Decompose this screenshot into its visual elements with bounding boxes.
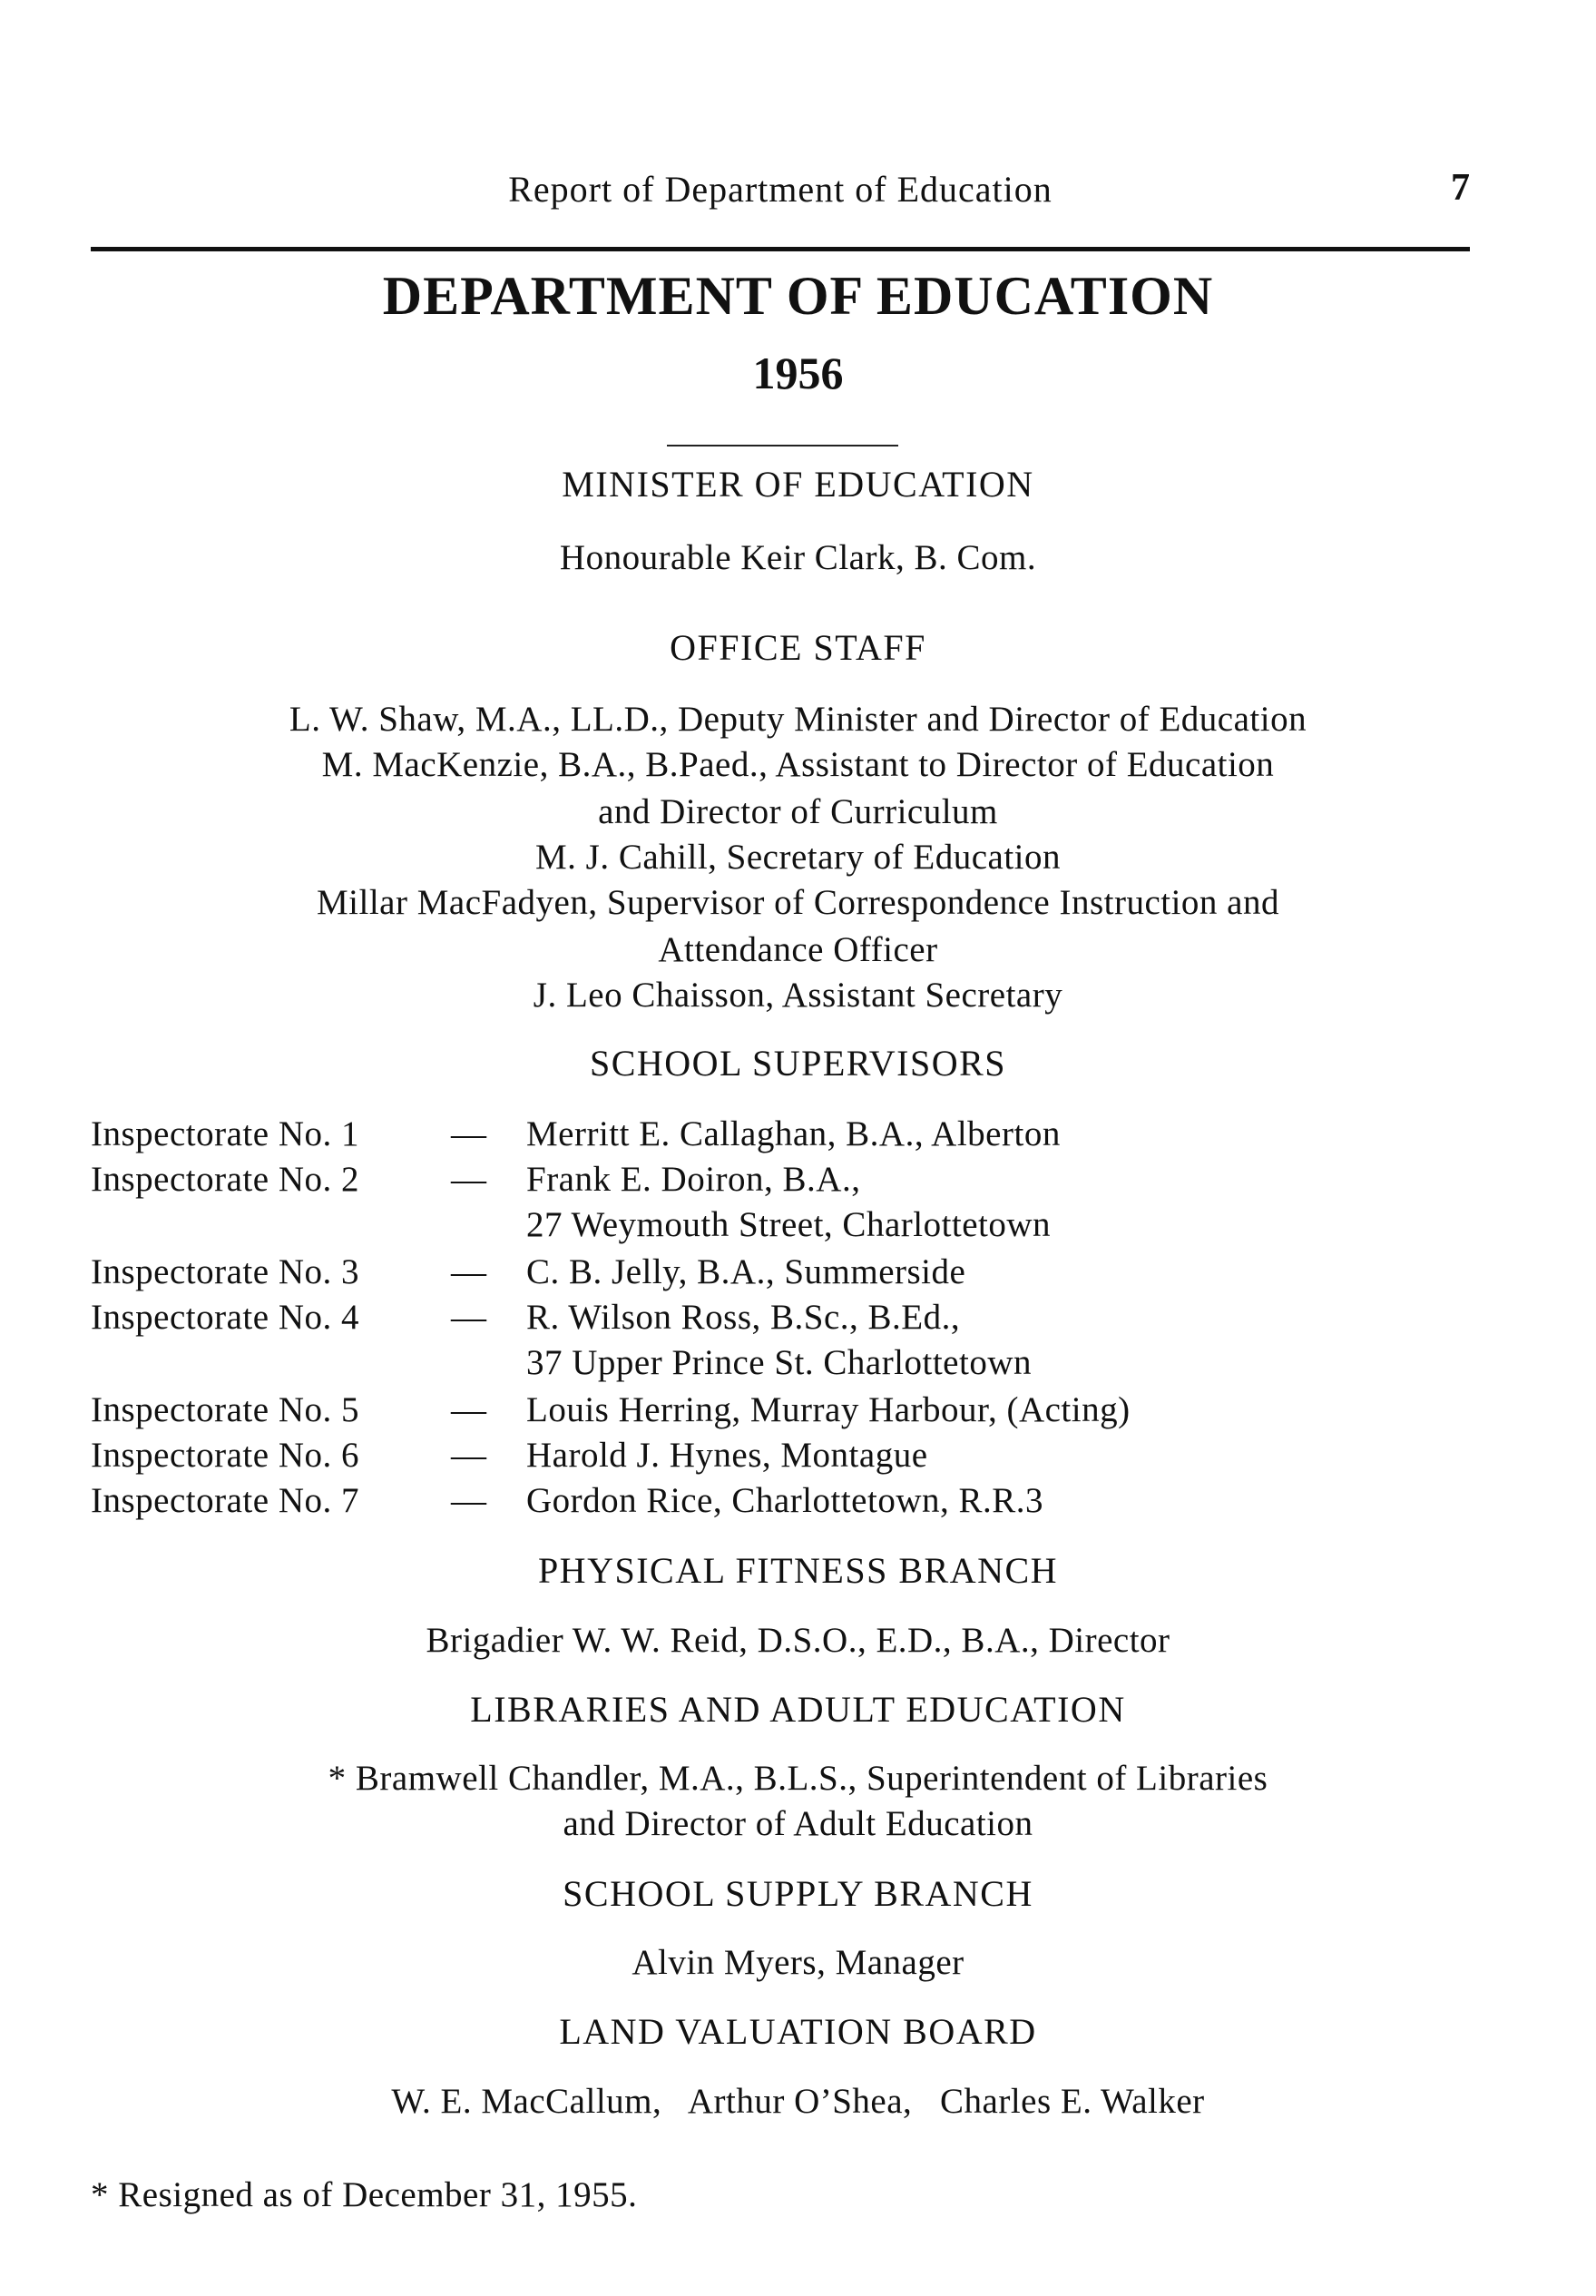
inspectorate-label: Inspectorate No. 6 [91, 1436, 359, 1475]
title-divider [667, 445, 898, 446]
supervisor-address-line: 27 Weymouth Street, Charlottetown [526, 1205, 1052, 1244]
inspectorate-label: Inspectorate No. 7 [91, 1481, 359, 1520]
inspectorate-label: Inspectorate No. 5 [91, 1390, 359, 1429]
document-title: DEPARTMENT OF EDUCATION [382, 266, 1214, 326]
office-staff-heading: OFFICE STAFF [670, 627, 926, 668]
running-head [91, 168, 1470, 222]
physical-fitness-director: Brigadier W. W. Reid, D.S.O., E.D., B.A., Director [426, 1621, 1170, 1660]
footnote: * Resigned as of December 31, 1955. [91, 2175, 638, 2214]
libraries-heading: LIBRARIES AND ADULT EDUCATION [470, 1689, 1126, 1730]
supervisor-name: Gordon Rice, Charlottetown, R.R.3 [526, 1481, 1044, 1520]
school-supervisors-heading: SCHOOL SUPERVISORS [589, 1043, 1007, 1084]
inspectorate-label: Inspectorate No. 4 [91, 1298, 359, 1337]
document-year: 1956 [752, 348, 844, 398]
supervisor-name: Harold J. Hynes, Montague [526, 1436, 928, 1475]
inspectorate-label: Inspectorate No. 2 [91, 1160, 359, 1199]
office-staff-line: and Director of Curriculum [598, 792, 998, 831]
minister-heading: MINISTER OF EDUCATION [562, 464, 1034, 505]
supervisor-address-line: 37 Upper Prince St. Charlottetown [526, 1343, 1032, 1382]
minister-name: Honourable Keir Clark, B. Com. [559, 538, 1037, 577]
page-number: 7 [1451, 167, 1470, 209]
libraries-line: * Bramwell Chandler, M.A., B.L.S., Superintendent of Libraries [328, 1759, 1268, 1798]
supervisor-name: Merritt E. Callaghan, B.A., Alberton [526, 1114, 1061, 1153]
running-head-title: Report of Department of Education [508, 169, 1053, 210]
supervisor-name: Frank E. Doiron, B.A., [526, 1160, 861, 1199]
supervisor-name: C. B. Jelly, B.A., Summerside [526, 1252, 966, 1291]
school-supply-manager: Alvin Myers, Manager [632, 1943, 964, 1982]
entry-dash: — [451, 1436, 487, 1475]
office-staff-line: J. Leo Chaisson, Assistant Secretary [533, 976, 1063, 1015]
office-staff-line: L. W. Shaw, M.A., LL.D., Deputy Minister and Director of Education [289, 700, 1307, 739]
office-staff-line: Attendance Officer [658, 930, 938, 969]
office-staff-line: M. MacKenzie, B.A., B.Paed., Assistant to Director of Education [321, 745, 1275, 784]
entry-dash: — [451, 1160, 487, 1199]
entry-dash: — [451, 1390, 487, 1429]
entry-dash: — [451, 1481, 487, 1520]
land-valuation-members: W. E. MacCallum, Arthur O’Shea, Charles E. Walker [391, 2082, 1205, 2121]
physical-fitness-heading: PHYSICAL FITNESS BRANCH [537, 1550, 1059, 1591]
supervisor-name: R. Wilson Ross, B.Sc., B.Ed., [526, 1298, 961, 1337]
inspectorate-label: Inspectorate No. 1 [91, 1114, 359, 1153]
school-supply-heading: SCHOOL SUPPLY BRANCH [563, 1873, 1033, 1914]
header-rule [91, 247, 1470, 251]
inspectorate-label: Inspectorate No. 3 [91, 1252, 359, 1291]
supervisor-name: Louis Herring, Murray Harbour, (Acting) [526, 1390, 1131, 1429]
land-valuation-heading: LAND VALUATION BOARD [559, 2011, 1037, 2052]
entry-dash: — [451, 1252, 487, 1291]
entry-dash: — [451, 1114, 487, 1153]
office-staff-line: M. J. Cahill, Secretary of Education [534, 838, 1062, 877]
libraries-line: and Director of Adult Education [563, 1804, 1033, 1843]
entry-dash: — [451, 1298, 487, 1337]
office-staff-line: Millar MacFadyen, Supervisor of Correspondence Instruction and [317, 883, 1279, 922]
